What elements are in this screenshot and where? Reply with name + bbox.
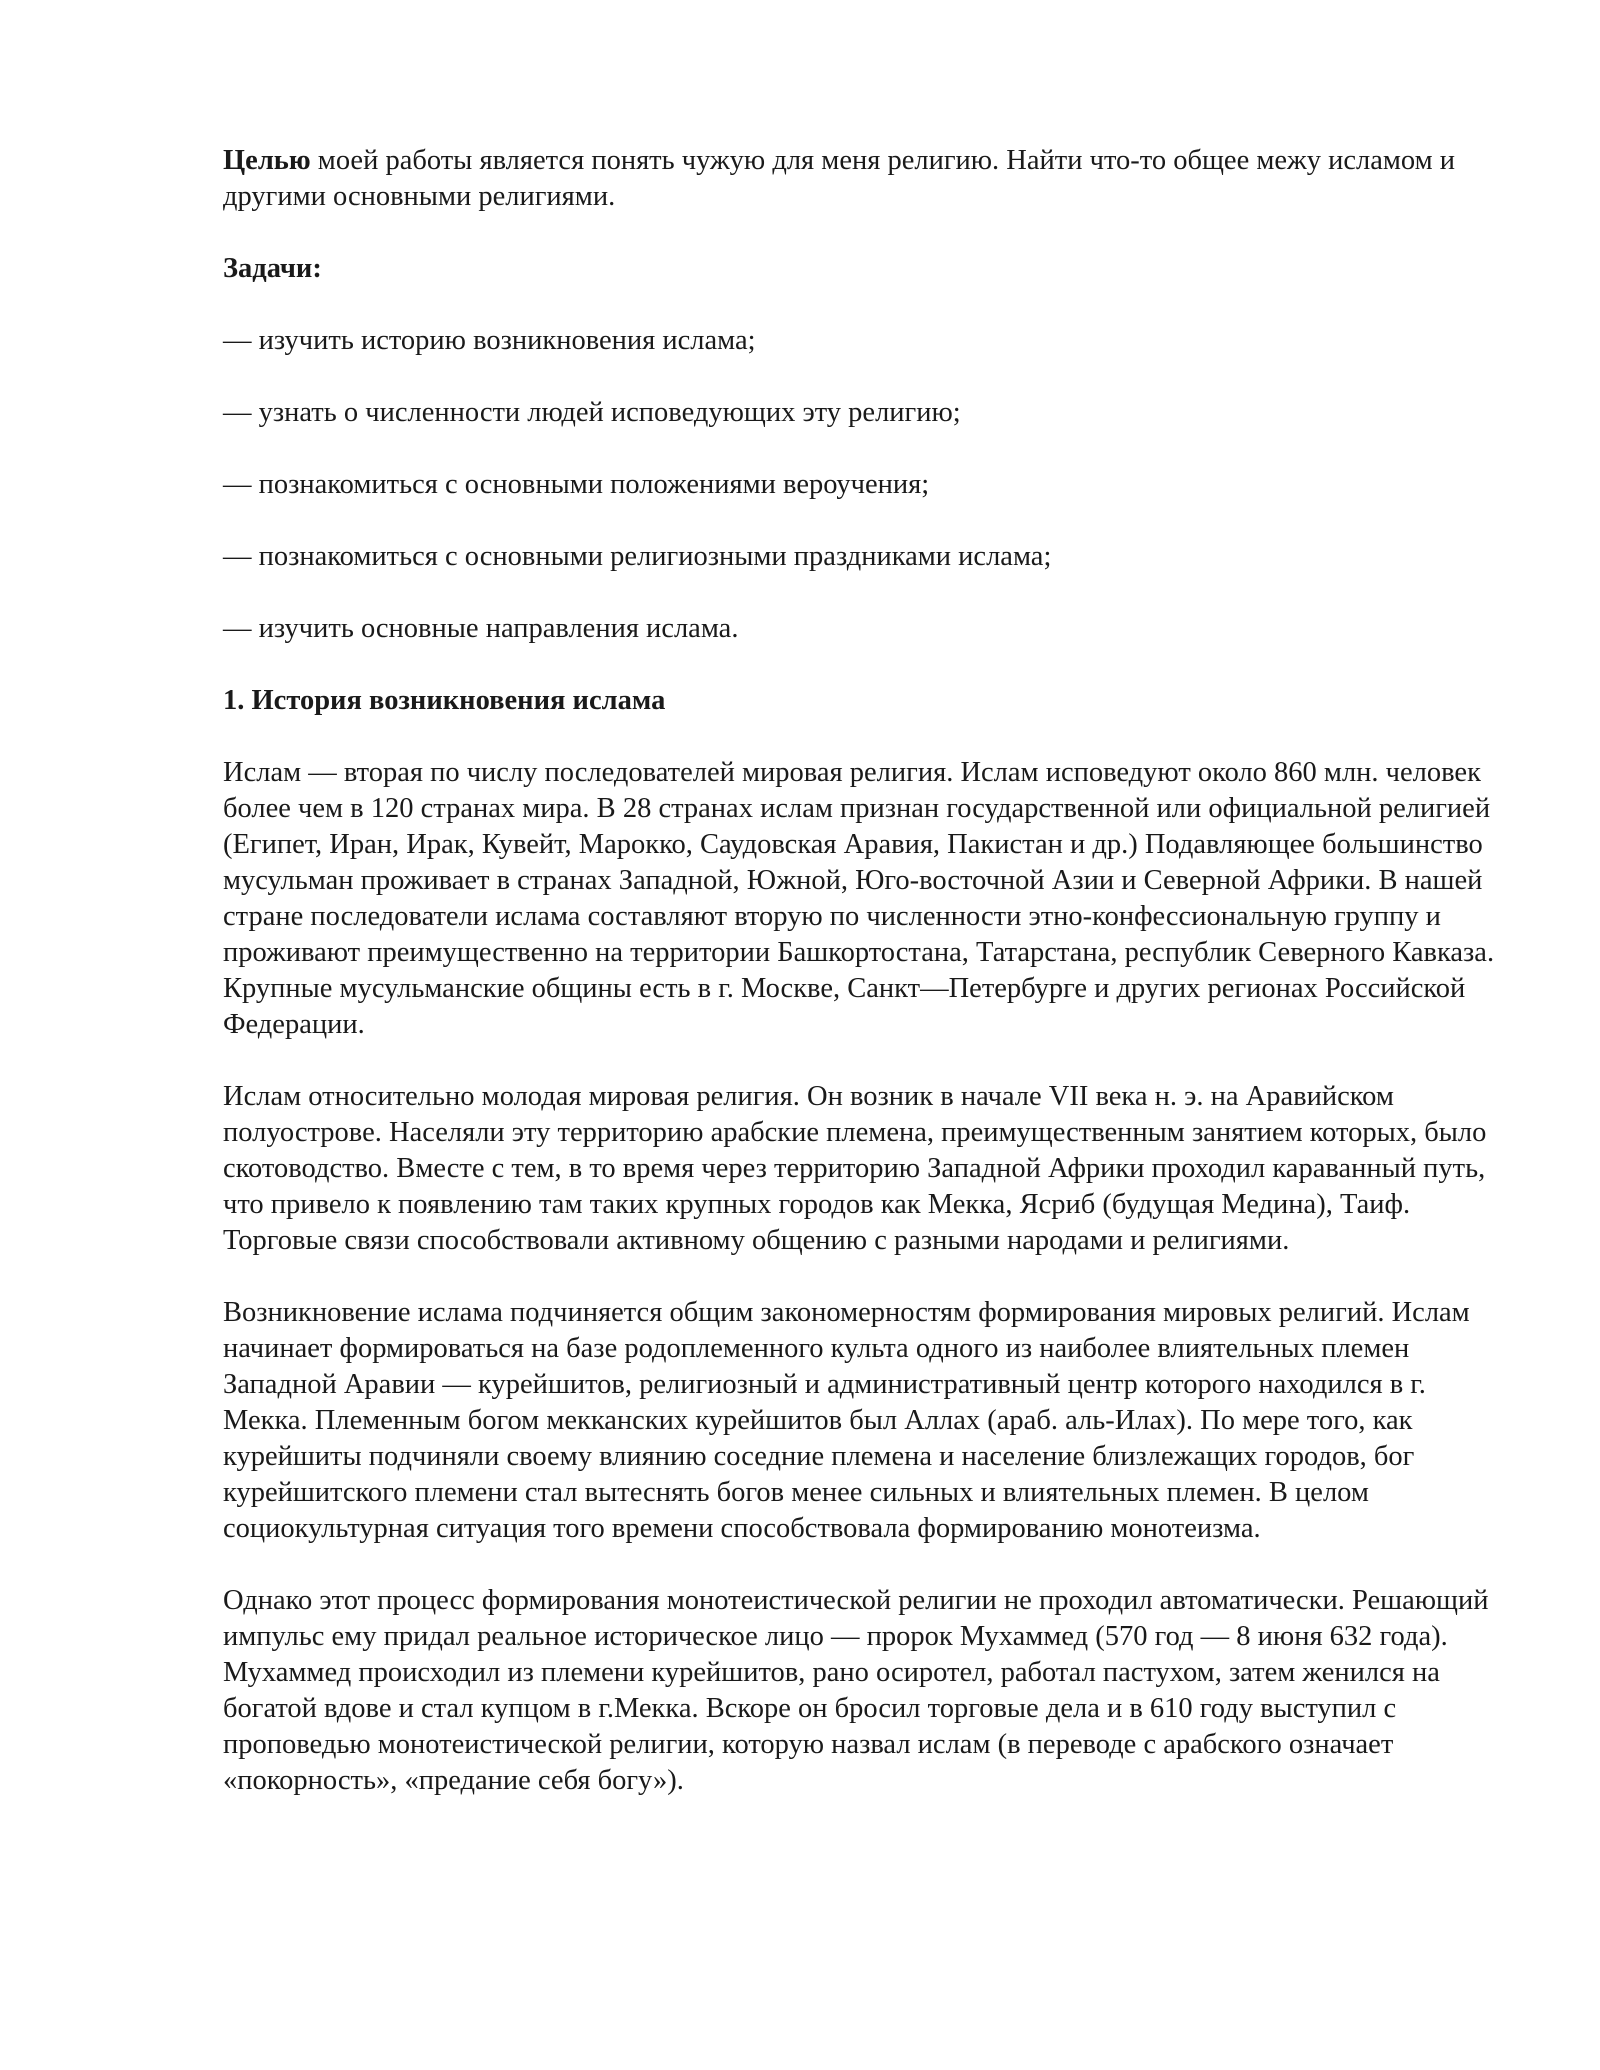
goal-paragraph [223, 143, 1513, 215]
goal-label: Целью [223, 145, 311, 176]
body-paragraph: Ислам относительно молодая мировая религия. Он возник в начале VII века н. э. на Аравийском полуострове. Населяли эту территорию арабские племена, преимущественным занятием которых, было скотоводство. Вместе с тем, в то время через территорию Западной Африки проходил караванный путь, что привело к появлению там таких крупных городов как Мекка, Ясриб (будущая Медина), Таиф. Торговые связи способствовали активному общению с разными народами и религиями. [223, 1081, 1487, 1256]
body-paragraph: Однако этот процесс формирования монотеистической религии не проходил автоматически. Решающий импульс ему придал реальное историческое лицо — пророк Мухаммед (570 год — 8 июня 632 года). Мухаммед происходил из племени курейшитов, рано осиротел, работал пастухом, затем женился на богатой вдове и стал купцом в г.Мекка. Вскоре он бросил торговые дела и в 610 году выступил с проповедью монотеистической религии, которую назвал ислам (в переводе с арабского означает «покорность», «предание себя богу»). [223, 1585, 1489, 1796]
task-item: — познакомиться с основными положениями вероучения; [223, 469, 930, 500]
body-paragraph: Возникновение ислама подчиняется общим закономерностям формирования мировых религий. Ислам начинает формироваться на базе родоплеменного культа одного из наиболее влиятельных племен Западной Аравии — курейшитов, религиозный и административный центр которого находился в г. Мекка. Племенным богом мекканских курейшитов был Аллах (араб. аль-Илах). По мере того, как курейшиты подчиняли своему влиянию соседние племена и население близлежащих городов, бог курейшитского племени стал вытеснять богов менее сильных и влиятельных племен. В целом социокультурная ситуация того времени способствовала формированию монотеизма. [223, 1297, 1470, 1544]
task-item: — узнать о численности людей исповедующих эту религию; [223, 397, 961, 428]
task-item: — изучить историю возникновения ислама; [223, 325, 756, 356]
task-item: — изучить основные направления ислама. [223, 613, 739, 644]
task-item: — познакомиться с основными религиозными праздниками ислама; [223, 541, 1052, 572]
section-heading: 1. История возникновения ислама [223, 685, 666, 716]
tasks-title: Задачи: [223, 253, 322, 284]
document-page [223, 143, 1513, 1835]
body-paragraph: Ислам — вторая по числу последователей мировая религия. Ислам исповедуют около 860 млн. человек более чем в 120 странах мира. В 28 странах ислам признан государственной или официальной религией (Египет, Иран, Ирак, Кувейт, Марокко, Саудовская Аравия, Пакистан и др.) Подавляющее большинство мусульман проживает в странах Западной, Южной, Юго-восточной Азии и Северной Африки. В нашей стране последователи ислама составляют вторую по численности этно-конфессиональную группу и проживают преимущественно на территории Башкортостана, Татарстана, республик Северного Кавказа. Крупные мусульманские общины есть в г. Москве, Санкт—Петербурге и других регионах Российской Федерации. [223, 757, 1495, 1040]
goal-text: моей работы является понять чужую для меня религию. Найти что-то общее межу исламом и другими основными религиями. [223, 145, 1456, 212]
